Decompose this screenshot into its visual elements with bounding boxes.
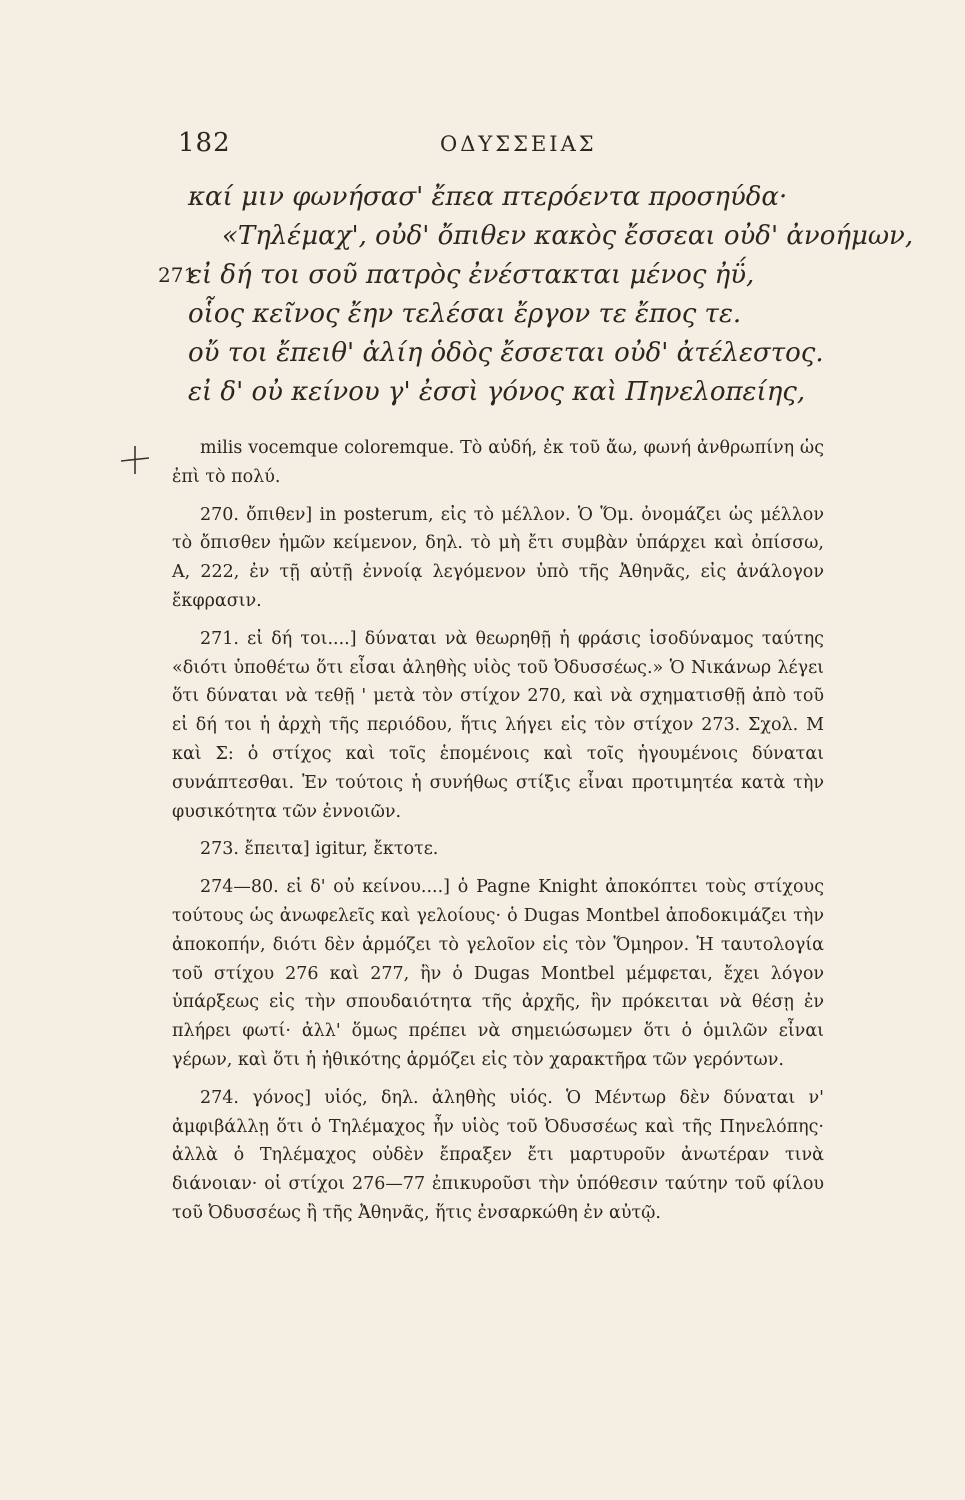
margin-cross-mark: [117, 442, 153, 478]
verse-number: 271: [158, 263, 197, 287]
verse-text: καί μιν φωνήσασ' ἔπεα πτερόεντα προσηύδα·: [188, 182, 788, 212]
note-paragraph: 271. εἰ δή τοι....] δύναται νὰ θεωρηθῇ ἡ φράσις ἰσοδύναμος ταύτης «διότι ὑποθέτω ὅτι εἶσαι ἀληθὴς υἱὸς τοῦ Ὀδυσσέως.» Ὁ Νικάνωρ λέγει ὅτι δύναται νὰ τεθῇ ' μετὰ τὸν στίχον 270, καὶ νὰ σχηματισθῇ ἀπὸ τοῦ εἰ δή τοι ἡ ἀρχὴ τῆς περιόδου, ἥτις λήγει εἰς τὸν στίχον 273. Σχολ. Μ καὶ Σ: ὁ στίχος καὶ τοῖς ἑπομένοις καὶ τοῖς ἡγουμένοις δύναται συνάπτεσθαι. Ἐν τούτοις ἡ συνήθως στίξις εἶναι προτιμητέα κατὰ τὴν φυσικότητα τῶν ἐννοιῶν.: [172, 628, 824, 822]
note-paragraph: 270. ὄπιθεν] in posterum, εἰς τὸ μέλλον. Ὁ Ὅμ. ὀνομάζει ὡς μέλλον τὸ ὄπισθεν ἡμῶν κείμενον, δηλ. τὸ μὴ ἔτι συμβὰν ὑπάρχει καὶ ὀπίσσω, Α, 222, ἐν τῇ αὐτῇ ἐννοίᾳ λεγόμενον ὑπὸ τῆς Ἀθηνᾶς, εἰς ἀνάλογον ἔκφρασιν.: [172, 504, 824, 611]
verse-line: [188, 295, 828, 334]
verse-line: [188, 217, 914, 256]
verse-text: εἰ δ' οὐ κείνου γ' ἐσσὶ γόνος καὶ Πηνελοπείης,: [188, 377, 806, 407]
commentary-notes: [172, 434, 824, 1237]
verse-text: «Τηλέμαχ', οὐδ' ὄπιθεν κακὸς ἔσσεαι οὐδ' ἀνοήμων,: [222, 221, 914, 251]
verse-line: [188, 334, 828, 373]
verse-line: [188, 178, 828, 217]
verse-block: [158, 178, 914, 412]
verse-text: οἷος κεῖνος ἔην τελέσαι ἔργον τε ἔπος τε.: [188, 299, 742, 329]
verse-text: εἰ δή τοι σοῦ πατρὸς ἐνέστακται μένος ἠΰ,: [188, 260, 755, 290]
note-paragraph: 274—80. εἰ δ' οὐ κείνου....] ὁ Pagne Knight ἀποκόπτει τοὺς στίχους τούτους ὡς ἀνωφελεῖς καὶ γελοίους· ὁ Dugas Montbel ἀποδοκιμάζει τὴν ἀποκοπήν, διότι δὲν ἁρμόζει τὸ γελοῖον εἰς τὸν Ὅμηρον. Ἡ ταυτολογία τοῦ στίχου 276 καὶ 277, ἣν ὁ Dugas Montbel μέμφεται, ἔχει λόγον ὑπάρξεως εἰς τὴν σπουδαιότητα τῆς ἀρχῆς, ἣν πρόκειται νὰ θέσῃ ἐν πλήρει φωτί· ἀλλ' ὅμως πρέπει νὰ σημειώσωμεν ὅτι ὁ ὁμιλῶν εἶναι γέρων, καὶ ὅτι ἡ ἠθικότης ἁρμόζει εἰς τὸν χαρακτῆρα τῶν γερόντων.: [172, 877, 824, 1070]
verse-line: [188, 373, 828, 412]
note-paragraph: 273. ἔπειτα] igitur, ἔκτοτε.: [200, 839, 439, 860]
running-title: ΟΔΥΣΣΕΙΑΣ: [440, 132, 597, 156]
note-paragraph: milis vocemque coloremque. Τὸ αὐδή, ἐκ τοῦ ἄω, φωνή ἀνθρωπίνη ὡς ἐπὶ τὸ πολύ.: [172, 438, 824, 487]
verse-line: [158, 256, 828, 295]
note-paragraph: 274. γόνος] υἱός, δηλ. ἀληθὴς υἱός. Ὁ Μέντωρ δὲν δύναται ν' ἀμφιβάλλῃ ὅτι ὁ Τηλέμαχος ἦν υἱὸς τοῦ Ὀδυσσέως καὶ τῆς Πηνελόπης· ἀλλὰ ὁ Τηλέμαχος οὐδὲν ἔπραξεν ἔτι μαρτυροῦν ἀνωτέραν τινὰ διάνοιαν· οἱ στίχοι 276—77 ἐπικυροῦσι τὴν ὑπόθεσιν ταύτην τοῦ φίλου τοῦ Ὀδυσσέως ἢ τῆς Ἀθηνᾶς, ἥτις ἐνσαρκώθη ἐν αὐτῷ.: [172, 1087, 824, 1223]
verse-text: οὔ τοι ἔπειθ' ἁλίη ὁδὸς ἔσσεται οὐδ' ἀτέλεστος.: [188, 338, 824, 368]
page-number: 182: [178, 128, 231, 158]
